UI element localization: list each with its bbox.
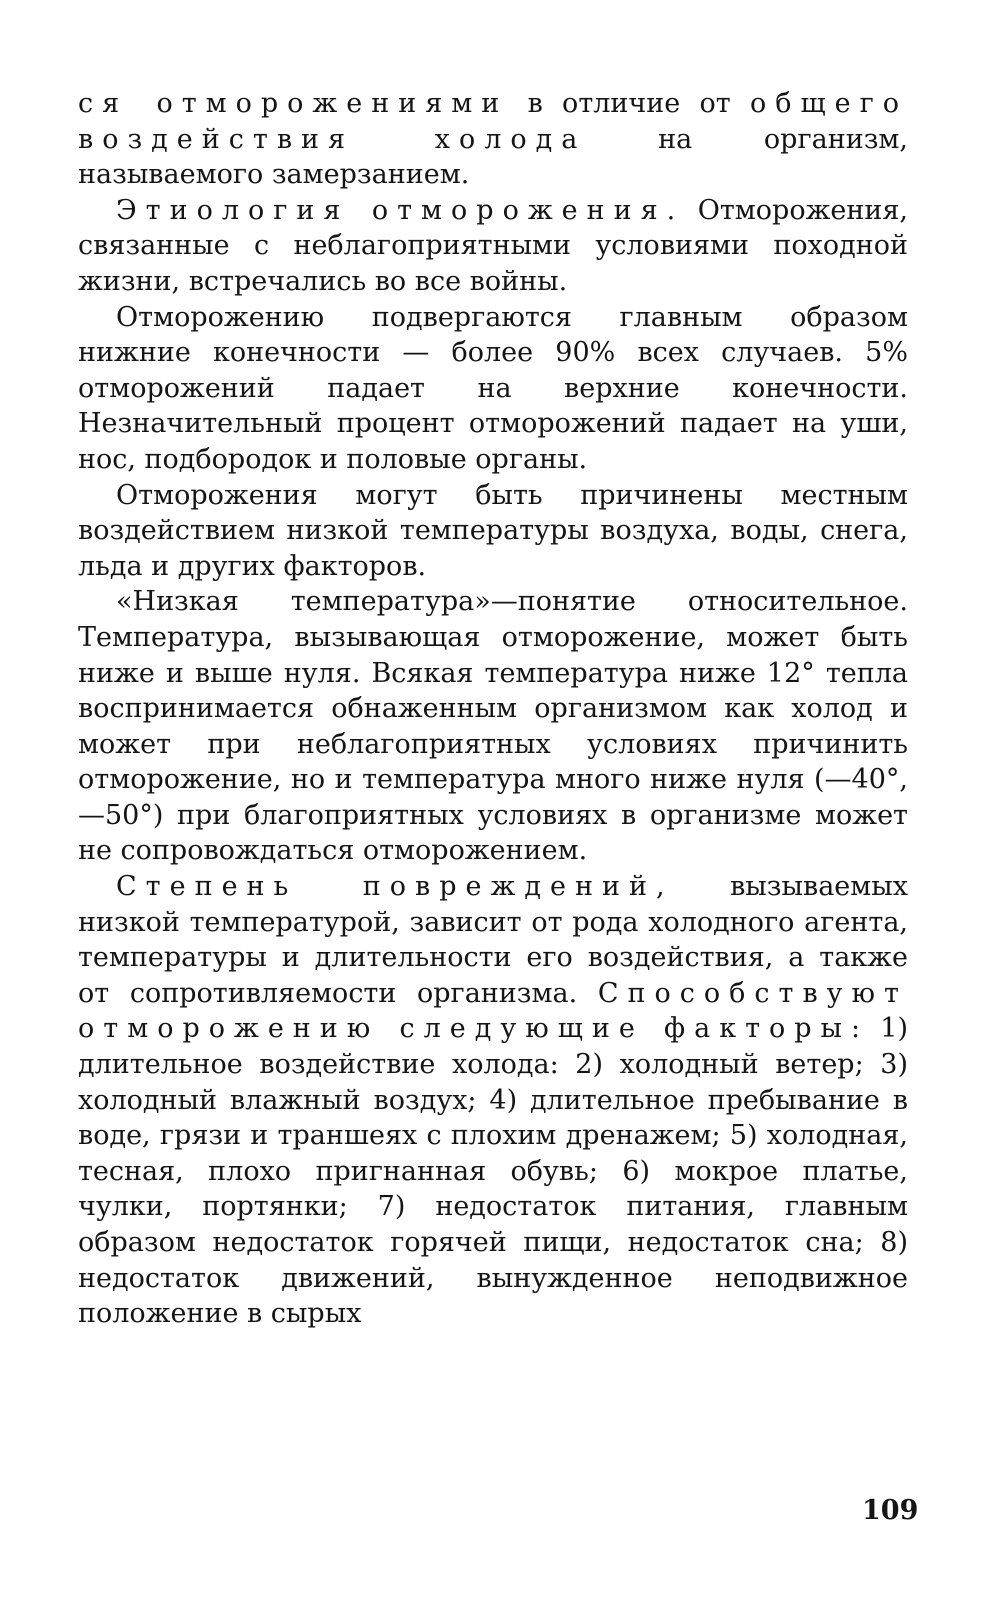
section-heading-factors: Способствуют отморожению следующие факторы: — [78, 977, 908, 1045]
text-run: вызываемых низкой температурой, зависит от рода холодного агента, температуры и длительности его воздействия, а также от сопротивляемости организма. — [78, 871, 908, 1009]
text-run: на организм, называемого замерзанием. — [78, 123, 909, 191]
book-page-text — [78, 86, 908, 1332]
text-run: «Низкая температура»—понятие относительное. Температура, вызывающая отморожение, может быть ниже и выше нуля. Всякая температура ниже 12° тепла воспринимается обнаженным организмом как холод и может при неблагоприятных условиях причинить отморожение, но и температура много ниже нуля (—40°, —50°) при благоприятных условиях в организме может не сопровождаться отморожением. — [78, 586, 908, 867]
section-heading-etiology: Этиология отморожения. — [116, 194, 685, 226]
paragraph-causes — [78, 478, 908, 585]
paragraph-degree-of-damage — [78, 869, 908, 1332]
text-run: 1) длительное воздействие холода: 2) холодный ветер; 3) холодный влажный воздух; 4) длительное пребывание в воде, грязи и траншеях с плохим дренажем; 5) холодная, тесная, плохо пригнанная обувь; 6) мокрое платье, чулки, портянки; 7) недостаток питания, главным образом недостаток горячей пищи, недостаток сна; 8) недостаток движений, вынужденное неподвижное положение в сырых — [78, 1013, 909, 1330]
text-run: Отморожения могут быть причинены местным воздействием низкой температуры воздуха, воды, снега, льда и других факторов. — [78, 479, 908, 582]
paragraph-localization — [78, 300, 908, 478]
paragraph-etiology — [78, 193, 908, 300]
paragraph-continuation — [78, 86, 908, 193]
text-run: в отличие от — [508, 88, 750, 119]
page-number: 109 — [862, 1495, 919, 1526]
text-run: ся отморожениями — [78, 88, 509, 119]
text-run: Отморожению подвергаются главным образом нижние конечности — более 90% всех случаев. 5% отморожений падает на верхние конечности. Незначительный процент отморожений падает на уши, нос, подбородок и половые органы. — [78, 301, 908, 475]
paragraph-low-temperature — [78, 584, 908, 869]
text-run: общего воздействия холода — [78, 88, 908, 155]
text-run: Отморожения, связанные с неблагоприятными условиями походной жизни, встречались во все войны. — [78, 194, 908, 297]
section-heading-degree: Степень повреждений, — [116, 871, 674, 903]
